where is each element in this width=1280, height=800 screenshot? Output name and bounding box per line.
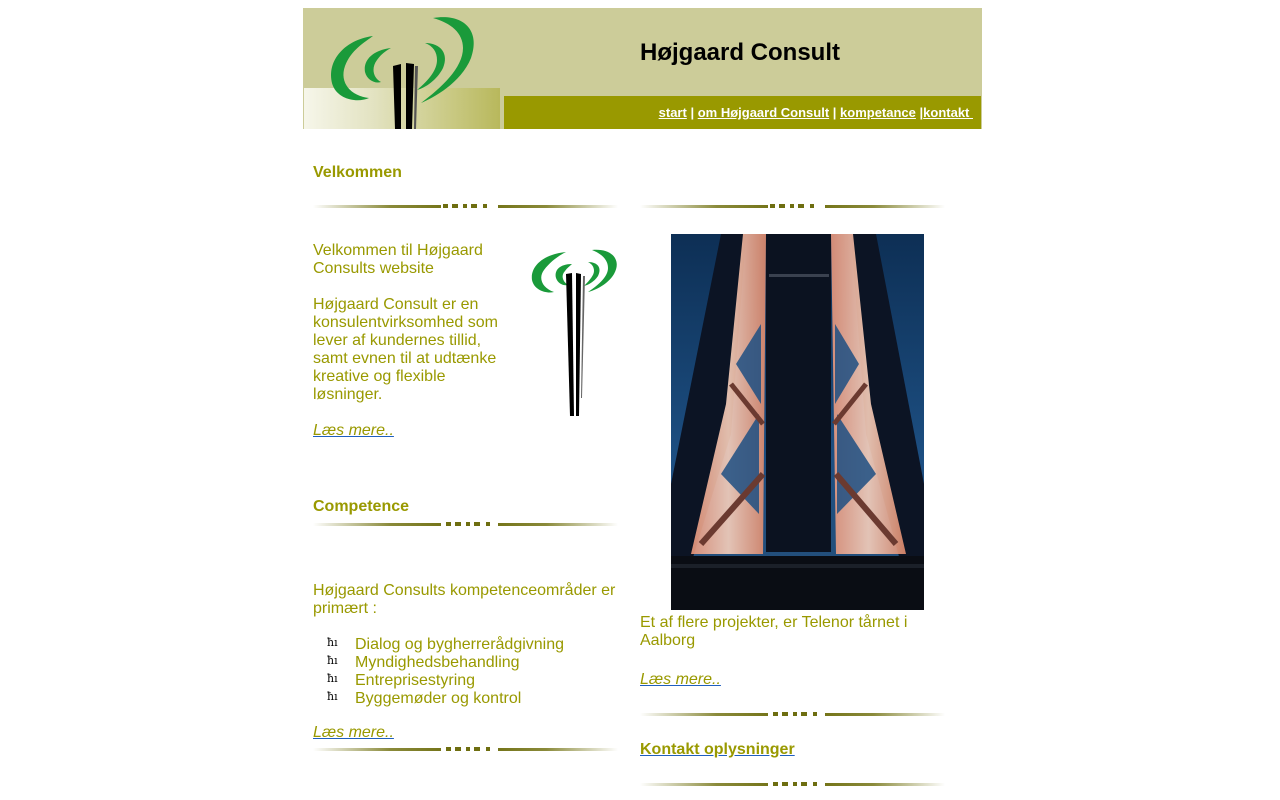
main-nav [504,96,981,129]
nav-link-contact[interactable]: kontakt [923,105,973,120]
separator [313,204,618,209]
site-title: Højgaard Consult [640,39,841,66]
project-caption: Et af flere projekter, er Telenor tårnet i Aalborg [640,614,908,649]
site-header [303,8,982,129]
nav-separator: | [915,105,924,120]
project-photo [671,234,924,610]
separator [313,522,618,527]
welcome-body: Højgaard Consult er en konsulentvirksomhed som lever af kundernes tillid, samt evnen til at udtænke kreative og flexible løsninger. [313,296,498,403]
separator [313,747,618,752]
project-read-more-link[interactable]: Læs mere.. [640,671,721,688]
separator [640,204,945,209]
contact-heading [640,741,795,759]
bullet-icon: ħı [327,636,338,649]
nav-link-start[interactable]: start [658,105,687,120]
competence-heading: Competence [313,498,410,515]
competence-read-more-link[interactable]: Læs mere.. [313,724,394,741]
welcome-intro: Velkommen til Højgaard Consults website [313,242,483,277]
page: Højgaard Consult start | om Højgaard Consult | kompetance |kontakt Velkommen Velkommen til Højgaard Consults website Højgaard Consult er en konsulentvirksomhed som lever af kundernes tillid, samt evnen til at udtænke kreative og flexible løsninger. Læs mere.. Competence Højgaard Consults kompetenceområder er primært : ħı Dialog og bygherrerådgivning ħı Myndighedsbehandling ħı Entreprisestyring ħı Byggemøder og kontrol Læs mere.. Et af flere projekter, er Telenor tårnet i Aalborg Læs mere.. Kontakt oplysninger [303,8,982,129]
competence-intro: Højgaard Consults kompetenceområder er primært : [313,582,616,617]
nav-link-competence[interactable]: kompetance [840,105,916,120]
welcome-heading: Velkommen [313,164,402,181]
nav-separator: | [829,105,841,120]
bullet-icon: ħı [327,672,338,685]
telenor-tower-image [671,234,924,610]
welcome-logo-icon [528,248,620,418]
bullet-icon: ħı [327,690,338,703]
welcome-read-more-link[interactable]: Læs mere.. [313,422,394,439]
contact-info-link[interactable]: Kontakt oplysninger [640,741,795,758]
separator [640,782,945,787]
logo-swirl-icon [303,8,503,129]
nav-link-about[interactable]: om Højgaard Consult [697,105,830,120]
separator [640,712,945,717]
bullet-icon: ħı [327,654,338,667]
company-logo[interactable] [303,8,503,129]
nav-separator: | [686,105,698,120]
